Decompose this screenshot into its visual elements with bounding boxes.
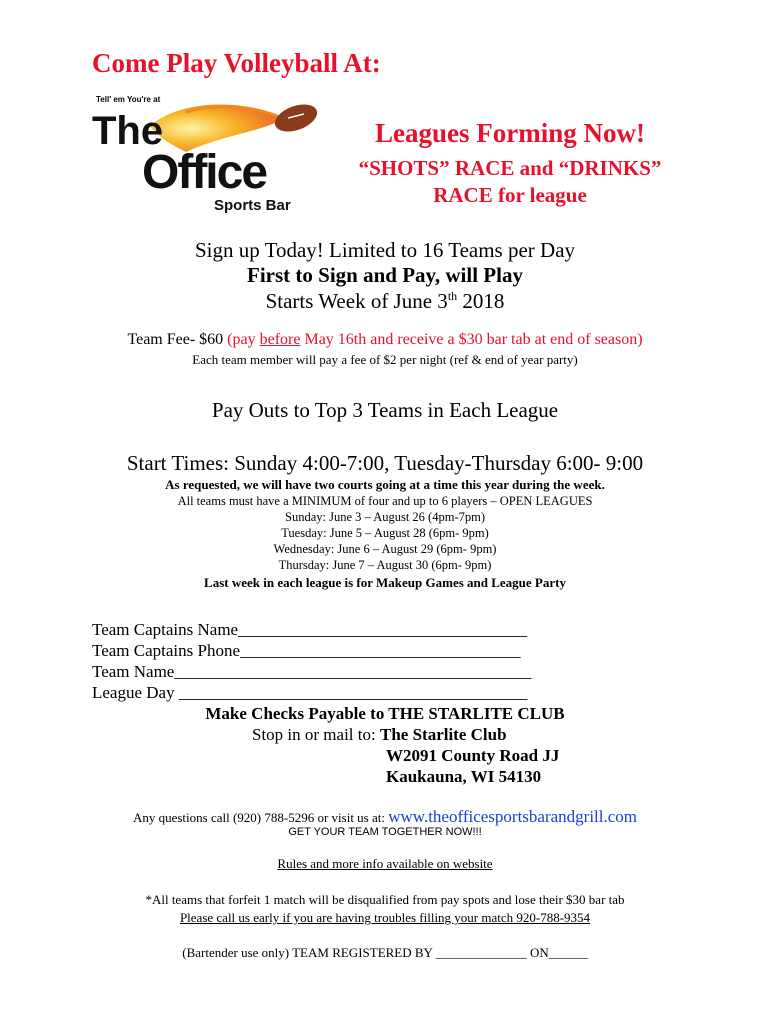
payouts-line: Pay Outs to Top 3 Teams in Each League: [211, 398, 559, 422]
mail-prefix: Stop in or mail to:: [252, 725, 380, 744]
schedule-thursday: Thursday: June 7 – August 30 (6pm- 9pm): [278, 558, 492, 572]
starts-year: 2018: [457, 289, 505, 313]
team-together-line: GET YOUR TEAM TOGETHER NOW!!!: [288, 826, 482, 838]
questions-prefix: Any questions call (920) 788-5296 or visit us at:: [132, 810, 389, 825]
call-early-line: Please call us early if you are having troubles filling your match 920-788-9354: [179, 910, 591, 925]
form-captain-phone: Team Captains Phone_________________________________: [92, 641, 521, 660]
fee-prefix: Team Fee- $60: [127, 331, 228, 348]
bartender-line: (Bartender use only) TEAM REGISTERED BY ______________ ON______: [182, 945, 588, 960]
form-team-name: Team Name__________________________________________: [92, 662, 532, 681]
starts-text: Starts Week of June 3: [265, 289, 448, 313]
last-week-line: Last week in each league is for Makeup Games and League Party: [204, 575, 566, 590]
logo-graphic: [90, 92, 324, 214]
team-fee-line: [0, 331, 770, 349]
the-office-logo: [90, 92, 324, 214]
address-street: W2091 County Road JJ: [386, 746, 560, 765]
form-captain-name: Team Captains Name__________________________________: [92, 620, 528, 639]
logo-tagline: Tell' em You're at: [96, 95, 161, 104]
rules-line: Rules and more info available on website: [277, 856, 493, 871]
start-times-line: Start Times: Sunday 4:00-7:00, Tuesday-Thursday 6:00- 9:00: [126, 451, 644, 475]
fee-red-a: (pay: [227, 331, 260, 348]
football-icon: [271, 99, 321, 137]
checks-payable-line: Make Checks Payable to THE STARLITE CLUB: [205, 704, 565, 723]
flyer-title: Come Play Volleyball At:: [92, 48, 381, 78]
schedule-wednesday: Wednesday: June 6 – August 29 (6pm- 9pm): [273, 542, 497, 556]
fee-red-before: before: [259, 331, 301, 348]
schedule-sunday: Sunday: June 3 – August 26 (4pm-7pm): [285, 510, 485, 524]
schedule-min-players: All teams must have a MINIMUM of four and up to 6 players – OPEN LEAGUES: [177, 494, 593, 508]
forfeit-line: *All teams that forfeit 1 match will be disqualified from pay spots and lose their $30 bar tab: [145, 892, 625, 907]
schedule-tuesday: Tuesday: June 5 – August 28 (6pm- 9pm): [281, 526, 489, 540]
address-city: Kaukauna, WI 54130: [386, 767, 542, 786]
questions-line: [0, 807, 770, 827]
fee-red-b: May 16th and receive a $30 bar tab at end of season): [300, 331, 643, 348]
race-line-2: RACE for league: [433, 183, 587, 207]
logo-word-office: Office: [142, 146, 267, 199]
logo-word-sportsbar: Sports Bar: [214, 197, 291, 214]
two-courts-line: As requested, we will have two courts going at a time this year during the week.: [165, 477, 605, 492]
signup-line: Sign up Today! Limited to 16 Teams per Day: [194, 238, 576, 262]
leagues-forming-heading: Leagues Forming Now!: [375, 118, 645, 148]
club-name: The Starlite Club: [379, 725, 507, 744]
race-line-1: “SHOTS” RACE and “DRINKS”: [358, 156, 662, 180]
logo-word-the: The: [92, 109, 164, 153]
member-fee-line: Each team member will pay a fee of $2 per night (ref & end of year party): [192, 352, 578, 367]
mail-line: [252, 725, 507, 745]
website-link[interactable]: www.theofficesportsbarandgrill.com: [388, 807, 638, 826]
form-league-day: League Day _________________________________________: [92, 683, 528, 702]
starts-sup: th: [447, 289, 458, 303]
starts-week-line: [0, 289, 770, 314]
first-to-sign-line: First to Sign and Pay, will Play: [247, 263, 523, 287]
